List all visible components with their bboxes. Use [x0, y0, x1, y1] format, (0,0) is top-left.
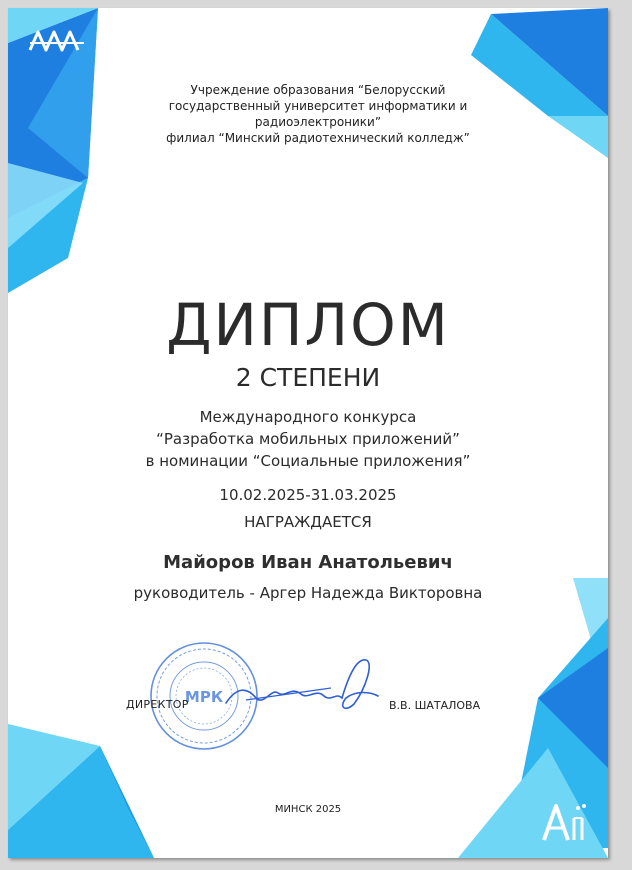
bsuir-logo-icon [538, 800, 590, 848]
recipient-name: Майоров Иван Анатольевич [163, 552, 453, 573]
contest-line: в номинации “Социальные приложения” [145, 452, 471, 470]
institution-name [158, 82, 478, 146]
institution-line: Учреждение образования “Белорусский [190, 83, 446, 97]
contest-line: “Разработка мобильных приложений” [156, 430, 460, 448]
supervisor-line: руководитель - Аргер Надежда Викторовна [133, 584, 483, 602]
awarded-label: НАГРАЖДАЕТСЯ [244, 513, 372, 531]
institution-line: радиоэлектроники” [254, 115, 382, 129]
director-signature [216, 648, 386, 718]
diploma-degree: 2 СТЕПЕНИ [235, 363, 381, 392]
diploma-page [8, 8, 608, 858]
institution-line: государственный университет информатики и [168, 99, 468, 113]
contest-line: Международного конкурса [199, 408, 417, 426]
signatory-name: В.В. ШАТАЛОВА [389, 699, 481, 712]
seal-center-text: МРК [184, 688, 224, 706]
diploma-title: ДИПЛОМ [166, 291, 450, 359]
contest-dates: 10.02.2025-31.03.2025 [219, 486, 397, 504]
institution-line: филиал “Минский радиотехнический колледж” [166, 131, 470, 145]
contest-description [8, 406, 608, 472]
college-logo-icon [28, 26, 86, 56]
place-year: МИНСК 2025 [274, 804, 342, 815]
signatory-position: ДИРЕКТОР [126, 698, 189, 711]
